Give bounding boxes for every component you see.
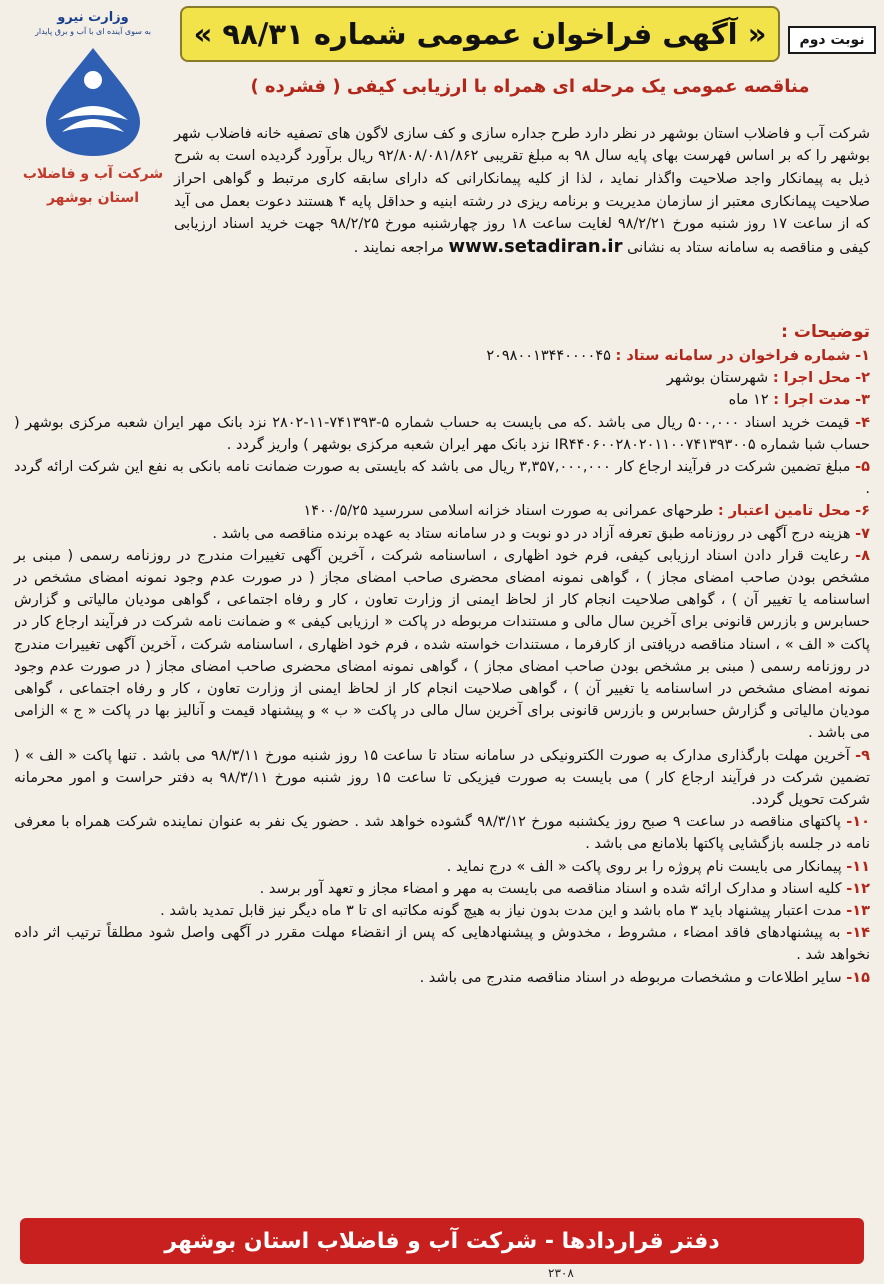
title-banner bbox=[180, 6, 780, 62]
list-item: ۹- آخرین مهلت بارگذاری مدارک به صورت الکترونیکی در سامانه ستاد تا ساعت ۱۵ روز شنبه مورخ ۹۸/۳/۱۱ می باشد . تنها پاکت « الف » ( تضمین شرکت در فرآیند ارجاع کار ) می بایست به صورت فیزیکی تا ساعت ۱۵ روز شنبه مورخ ۹۸/۳/۱۱ به دفتر حراست و امور محرمانه شرکت تحویل گردد. bbox=[14, 747, 870, 809]
water-drop-logo-icon bbox=[28, 40, 158, 160]
list-item: ۵- مبلغ تضمین شرکت در فرآیند ارجاع کار ۳,۳۵۷,۰۰۰,۰۰۰ ریال می باشد که بایستی به صورت ضمانت نامه بانکی به نفع این شرکت ارائه گردد . bbox=[14, 459, 870, 498]
list-item: ۲- محل اجرا : شهرستان بوشهر bbox=[666, 370, 870, 387]
list-item: ۱۱- پیمانکار می بایست نام پروژه را بر روی پاکت « الف » درج نماید . bbox=[446, 858, 870, 875]
list-item: ۳- مدت اجرا : ۱۲ ماه bbox=[728, 392, 870, 409]
list-item: ۱۵- سایر اطلاعات و مشخصات مربوطه در اسناد مناقصه مندرج می باشد . bbox=[419, 969, 870, 986]
notes-heading: توضیحات : bbox=[781, 322, 870, 342]
list-item: ۱۳- مدت اعتبار پیشنهاد باید ۳ ماه باشد و این مدت بدون نیاز به هیچ گونه مکاتبه ای تا ۳ ماه دیگر نیز قابل تمدید باشد . bbox=[160, 903, 870, 920]
company-name-line2: استان بوشهر bbox=[46, 189, 140, 206]
round-badge: نوبت دوم bbox=[788, 26, 876, 54]
tender-subtitle: مناقصه عمومی یک مرحله ای همراه با ارزیابی کیفی ( فشرده ) bbox=[250, 76, 810, 97]
ministry-motto: به سوی آینده ای با آب و برق پایدار bbox=[35, 27, 151, 36]
list-item: ۴- قیمت خرید اسناد ۵۰۰,۰۰۰ ریال می باشد .که می بایست به حساب شماره ۵-۷۴۱۳۹۳-۱۱-۲۸۰۲ نزد بانک مهر ایران شعبه مرکزی بوشهر ( حساب شبا شماره IR۴۴۰۶۰۰۲۸۰۲۰۱۱۰۰۷۴۱۳۹۳۰۰۵ نزد بانک مهر ایران شعبه مرکزی بوشهر ) واریز گردد . bbox=[14, 414, 871, 453]
intro-text: شرکت آب و فاضلاب استان بوشهر در نظر دارد طرح جداره سازی و کف سازی لاگون های تصفیه خانه فاضلاب شهر بوشهر را که بر اساس فهرست بهای پایه سال ۹۸ به مبلغ تقریبی ۹۲/۸۰۸/۰۸۱/۸۶۲ ریال برآورد گردیده است به شرح ذیل به پیمانکار واجد صلاحیت واگذار نماید ، لذا از کلیه پیمانکارانی که دارای سابقه کاری مرتبط و گواهی احراز صلاحیت پیمانکاری معتبر از سازمان مدیریت و برنامه ریزی در رشته ابنیه و حداقل پایه ۴ هستند دعوت بعمل می آید که از ساعت ۱۷ روز شنبه مورخ ۹۸/۲/۲۱ لغایت ساعت ۱۸ روز چهارشنبه مورخ ۹۸/۲/۲۵ جهت خرید اسناد ارزیابی کیفی و مناقصه به سامانه ستاد به نشانی bbox=[174, 125, 871, 257]
footer-text: دفتر قراردادها - شرکت آب و فاضلاب استان بوشهر bbox=[164, 1228, 720, 1254]
ministry-name: وزارت نیرو bbox=[57, 10, 129, 25]
notice-title: « آگهی فراخوان عمومی شماره ۹۸/۳۱ » bbox=[193, 17, 767, 51]
notes-list bbox=[14, 345, 870, 989]
intro-paragraph bbox=[174, 123, 870, 260]
company-name-line1: شرکت آب و فاضلاب bbox=[22, 166, 164, 182]
list-item: ۸- رعایت قرار دادن اسناد ارزیابی کیفی، فرم خود اظهاری ، اساسنامه شرکت ، آخرین آگهی تغییرات مندرج در روزنامه رسمی ( مبنی بر مشخص بودن صاحب امضای مجاز ) ، گواهی نمونه امضای محضری صاحب امضای مجاز ( در صورت عدم وجود نمونه امضای مشخص در اساسنامه یا تغییر آن ) ، گواهی صلاحیت انجام کار از لحاظ ایمنی از وزارت تعاون ، کار و رفاه اجتماعی ، گواهی مودیان مالیاتی و گزارش حسابرس و بازرس قانونی برای آخرین سال مالی و مستندات مربوطه در پاکت « ارزیابی کیفی » و ضمانت نامه شرکت در فرآیند ارجاع کار در پاکت « الف » ، اسناد مناقصه دریافتی از کارفرما ، مستندات خواسته شده ، فرم خود اظهاری ، اساسنامه شرکت ، آخرین آگهی تغییرات مندرج در روزنامه رسمی ( مبنی بر مشخص بودن صاحب امضای مجاز ) ، گواهی نمونه امضای محضری صاحب امضای مجاز ( در صورت عدم وجود نمونه امضای مشخص در اساسنامه یا تغییر آن ) ، گواهی صلاحیت انجام کار از لحاظ ایمنی از وزارت تعاون ، کار و رفاه اجتماعی ، گواهی مودیان مالیاتی و گزارش حسابرس و بازرس قانونی برای آخرین سال مالی در پاکت « ب » و پیشنهاد قیمت و آنالیز بها در پاکت « ج » الزامی می باشد . bbox=[14, 547, 871, 742]
setad-url-link[interactable]: www.setadiran.ir bbox=[448, 236, 623, 258]
list-item: ۱- شماره فراخوان در سامانه ستاد : ۲۰۹۸۰۰۱۳۴۴۰۰۰۰۴۵ bbox=[486, 348, 870, 364]
list-item: ۱۰- پاکتهای مناقصه در ساعت ۹ صبح روز یکشنبه مورخ ۹۸/۳/۱۲ گشوده خواهد شد . حضور یک نفر به عنوان نماینده شرکت همراه با معرفی نامه در جلسه بازگشایی پاکتها بلامانع می باشد . bbox=[14, 814, 870, 853]
intro-tail: مراجعه نمایند . bbox=[353, 240, 444, 257]
ad-code: ۲۳۰۸ bbox=[548, 1266, 574, 1280]
list-item: ۱۲- کلیه اسناد و مدارک ارائه شده و اسناد مناقصه می بایست به مهر و امضاء مجاز و تعهد آور برسد . bbox=[259, 880, 870, 897]
list-item: ۷- هزینه درج آگهی در روزنامه طبق تعرفه آزاد در دو نوبت و در سامانه ستاد به عهده برنده مناقصه می باشد . bbox=[212, 525, 870, 542]
list-item: ۶- محل تامین اعتبار : طرحهای عمرانی به صورت اسناد خزانه اسلامی سررسید ۱۴۰۰/۵/۲۵ bbox=[303, 503, 870, 520]
list-item: ۱۴- به پیشنهادهای فاقد امضاء ، مشروط ، مخدوش و پیشنهادهایی که پس از انقضاء مهلت مقرر در آگهی واصل شود مطلقاً ترتیب اثر داده نخواهد شد . bbox=[14, 925, 871, 964]
company-logo bbox=[18, 10, 168, 207]
footer-banner bbox=[20, 1218, 864, 1264]
